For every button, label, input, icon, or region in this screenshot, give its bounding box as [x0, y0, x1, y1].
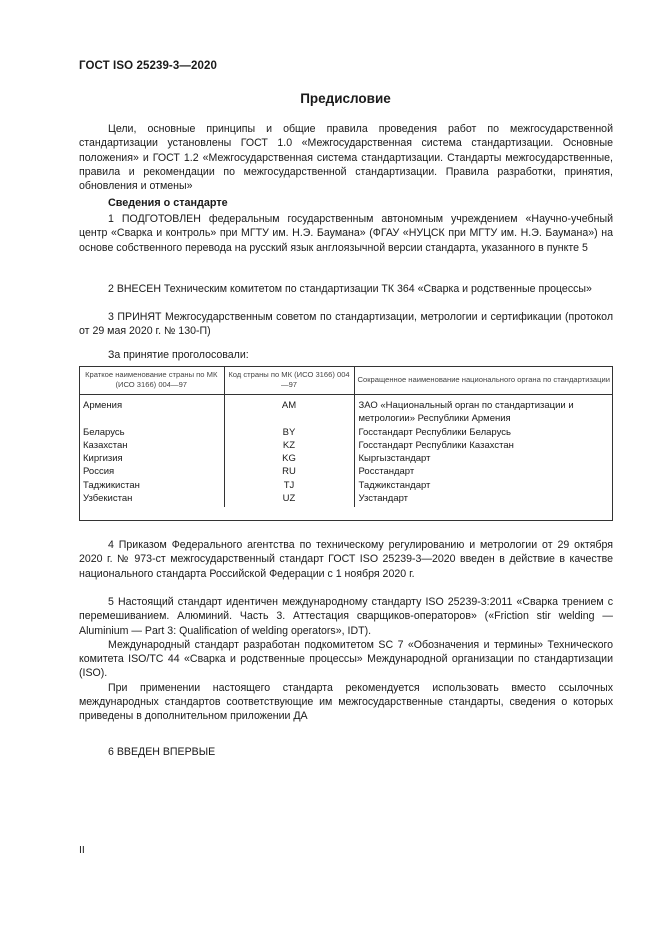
intro-block	[79, 122, 613, 193]
item-5-block	[79, 595, 613, 724]
cell-body: ЗАО «Национальный орган по стандартизации и метрологии» Республики Армения	[358, 400, 574, 425]
item-5-paragraph-2: Международный стандарт разработан подкомитетом SC 7 «Обозначения и термины» Технического комитета ISO/TC 44 «Сварка и родственные процессы» Международной организации по стандартизации (ISO).	[79, 638, 613, 680]
cell-code: KG	[224, 452, 354, 465]
table-row	[79, 465, 613, 478]
cell-code: RU	[224, 465, 354, 478]
header-national-body: Сокращенное наименование национального органа по стандартизации	[354, 366, 613, 395]
table-row	[79, 395, 613, 426]
header-country-code: Код страны по МК (ИСО 3166) 004—97	[224, 366, 354, 395]
page-number: II	[79, 844, 85, 856]
item-1-paragraph: 1 ПОДГОТОВЛЕН федеральным государственным автономным учреждением «Научно-учебный центр «Сварка и контроль» при МГТУ им. Н.Э. Баумана» (ФГАУ «НУЦСК при МГТУ им. Н.Э. Баумана») на основе собственного перевода на русский язык англоязычной версии стандарта, указанного в пункте 5	[79, 213, 613, 254]
item-6: 6 ВВЕДЕН ВПЕРВЫЕ	[108, 746, 216, 758]
table-row	[79, 452, 613, 465]
item-5-paragraph-3: При применении настоящего стандарта рекомендуется использовать вместо ссылочных международных стандартов соответствующие им межгосударственные стандарты, сведения о которых приведены в дополнительном приложении ДА	[79, 681, 613, 723]
standard-code-header: ГОСТ ISO 25239-3—2020	[79, 60, 217, 72]
cell-code: KZ	[224, 439, 354, 452]
cell-body: Госстандарт Республики Казахстан	[358, 439, 514, 451]
cell-country: Таджикистан	[79, 479, 224, 492]
cell-body: Госстандарт Республики Беларусь	[358, 426, 511, 438]
cell-country: Киргизия	[79, 452, 224, 465]
item-2-block	[79, 282, 613, 296]
item-4-block	[79, 538, 613, 581]
cell-country: Узбекистан	[79, 492, 224, 507]
table-row	[79, 479, 613, 492]
cell-code: BY	[224, 426, 354, 439]
table-row	[79, 439, 613, 452]
cell-country: Россия	[79, 465, 224, 478]
item-3-paragraph: 3 ПРИНЯТ Межгосударственным советом по стандартизации, метрологии и сертификации (протокол от 29 мая 2020 г. № 130-П)	[79, 311, 613, 338]
cell-country: Казахстан	[79, 439, 224, 452]
cell-body: Таджикстандарт	[358, 479, 431, 491]
header-country-name: Краткое наименование страны по МК (ИСО 3166) 004—97	[79, 366, 224, 395]
item-4-paragraph: 4 Приказом Федерального агентства по техническому регулированию и метрологии от 29 октября 2020 г. № 973-ст межгосударственный стандарт ГОСТ ISO 25239-3—2020 введен в действие в качестве национального стандарта Российской Федерации с 1 ноября 2020 г.	[79, 539, 613, 580]
item-5-paragraph: 5 Настоящий стандарт идентичен международному стандарту ISO 25239-3:2011 «Сварка трением с перемешиванием. Алюминий. Часть 3. Аттестация сварщиков-операторов» («Friction stir welding — Aluminium — Part 3: Qualification of welding operators», IDT).	[79, 596, 613, 637]
cell-code: TJ	[224, 479, 354, 492]
voted-label: За принятие проголосовали:	[108, 349, 249, 361]
item-1-block	[79, 212, 613, 255]
cell-body: Росстандарт	[358, 466, 415, 478]
section-subheading: Сведения о стандарте	[108, 197, 228, 209]
cell-country: Армения	[79, 395, 224, 426]
table-row	[79, 492, 613, 507]
page-title: Предисловие	[300, 91, 391, 106]
cell-body: Кыргызстандарт	[358, 453, 431, 465]
voting-countries-table	[79, 366, 613, 507]
item-2-paragraph: 2 ВНЕСЕН Техническим комитетом по стандартизации ТК 364 «Сварка и родственные процессы»	[108, 283, 592, 295]
intro-paragraph: Цели, основные принципы и общие правила проведения работ по межгосударственной стандартизации установлены ГОСТ 1.0 «Межгосударственная система стандартизации. Основные положения» и ГОСТ 1.2 «Межгосударственная система стандартизации. Стандарты межгосударственные, правила и рекомендации по межгосударственной стандартизации. Правила разработки, принятия, обновления и отмены»	[79, 123, 613, 193]
table-row	[79, 426, 613, 439]
cell-country: Беларусь	[79, 426, 224, 439]
cell-body: Узстандарт	[358, 493, 409, 505]
table-header-row	[79, 366, 613, 395]
cell-code: UZ	[224, 492, 354, 507]
item-3-block	[79, 310, 613, 339]
cell-code: AM	[224, 395, 354, 426]
